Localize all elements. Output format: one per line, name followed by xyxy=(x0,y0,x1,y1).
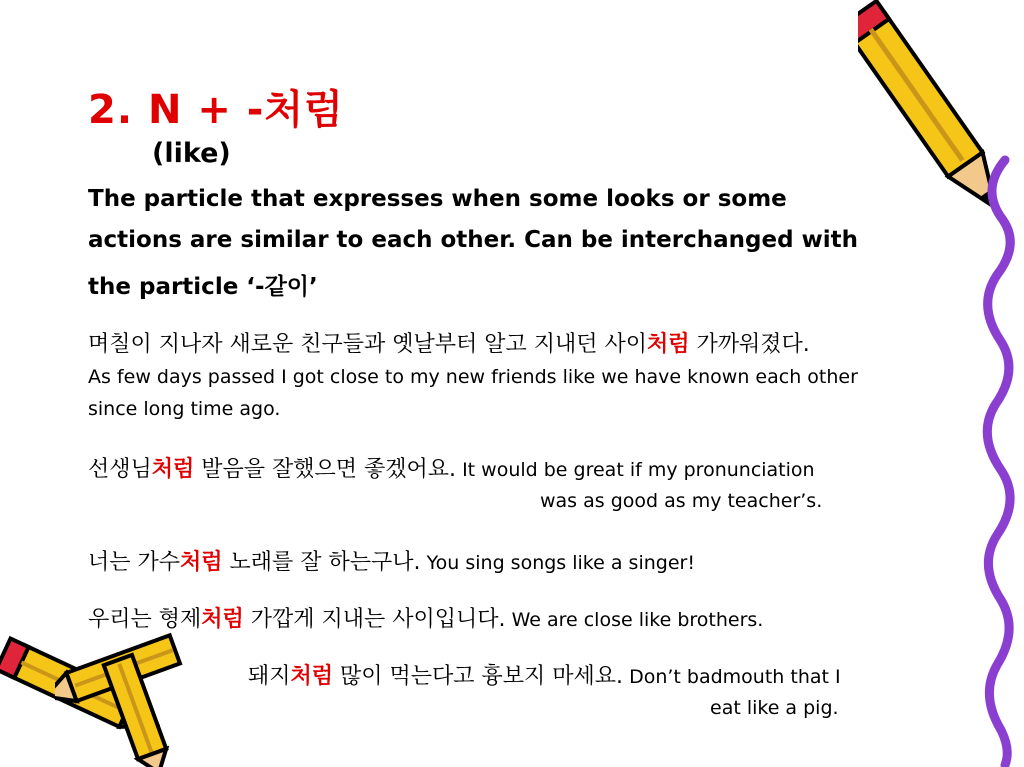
example-1-korean-post: 가까워졌다. xyxy=(689,332,810,357)
example-3-line xyxy=(88,545,695,576)
description-line-1: The particle that expresses when some looks or some xyxy=(88,186,787,212)
example-1-korean-pre: 며칠이 지나자 새로운 친구들과 옛날부터 알고 지내던 사이 xyxy=(88,332,648,357)
example-1-english-line-1: As few days passed I got close to my new friends like we have known each other xyxy=(88,366,858,388)
example-5-line xyxy=(248,659,841,690)
page-subtitle: (like) xyxy=(152,138,231,169)
example-5-english-line-2: eat like a pig. xyxy=(710,697,839,719)
example-4-line xyxy=(88,602,763,633)
example-4-english: We are close like brothers. xyxy=(505,609,764,631)
example-5-korean-post: 많이 먹는다고 흉보지 마세요. xyxy=(333,664,624,689)
squiggle-decoration xyxy=(975,150,1024,767)
example-2-english-line-2: was as good as my teacher’s. xyxy=(540,490,823,512)
description-line-3: the particle ‘-같이’ xyxy=(88,274,318,300)
example-3-highlight: 처럼 xyxy=(180,550,223,575)
example-3-korean-pre: 너는 가수 xyxy=(88,550,181,575)
example-2-line xyxy=(88,452,815,483)
example-2-highlight: 처럼 xyxy=(151,457,195,482)
example-4-korean-post: 가깝게 지내는 사이입니다. xyxy=(243,607,506,632)
example-2-korean-pre: 선생님 xyxy=(88,457,152,482)
example-1-highlight: 처럼 xyxy=(647,332,690,357)
example-5-korean-pre: 돼지 xyxy=(248,664,291,689)
example-5-highlight: 처럼 xyxy=(290,664,334,689)
example-5-english-line-1: Don’t badmouth that I xyxy=(623,666,841,688)
example-3-korean-post: 노래를 잘 하는구나. xyxy=(222,550,421,575)
example-1-korean xyxy=(88,327,810,358)
example-2-english-line-1: It would be great if my pronunciation xyxy=(456,459,815,481)
example-4-highlight: 처럼 xyxy=(201,607,244,632)
example-1-english-line-2: since long time ago. xyxy=(88,398,281,420)
example-4-korean-pre: 우리는 형제 xyxy=(88,607,202,632)
example-3-english: You sing songs like a singer! xyxy=(420,552,695,574)
example-2-korean-post: 발음을 잘했으면 좋겠어요. xyxy=(194,457,457,482)
description-line-2: actions are similar to each other. Can be interchanged with xyxy=(88,227,859,253)
pencil-icon xyxy=(55,612,205,767)
page-title: 2. N + -처럼 xyxy=(88,87,344,133)
